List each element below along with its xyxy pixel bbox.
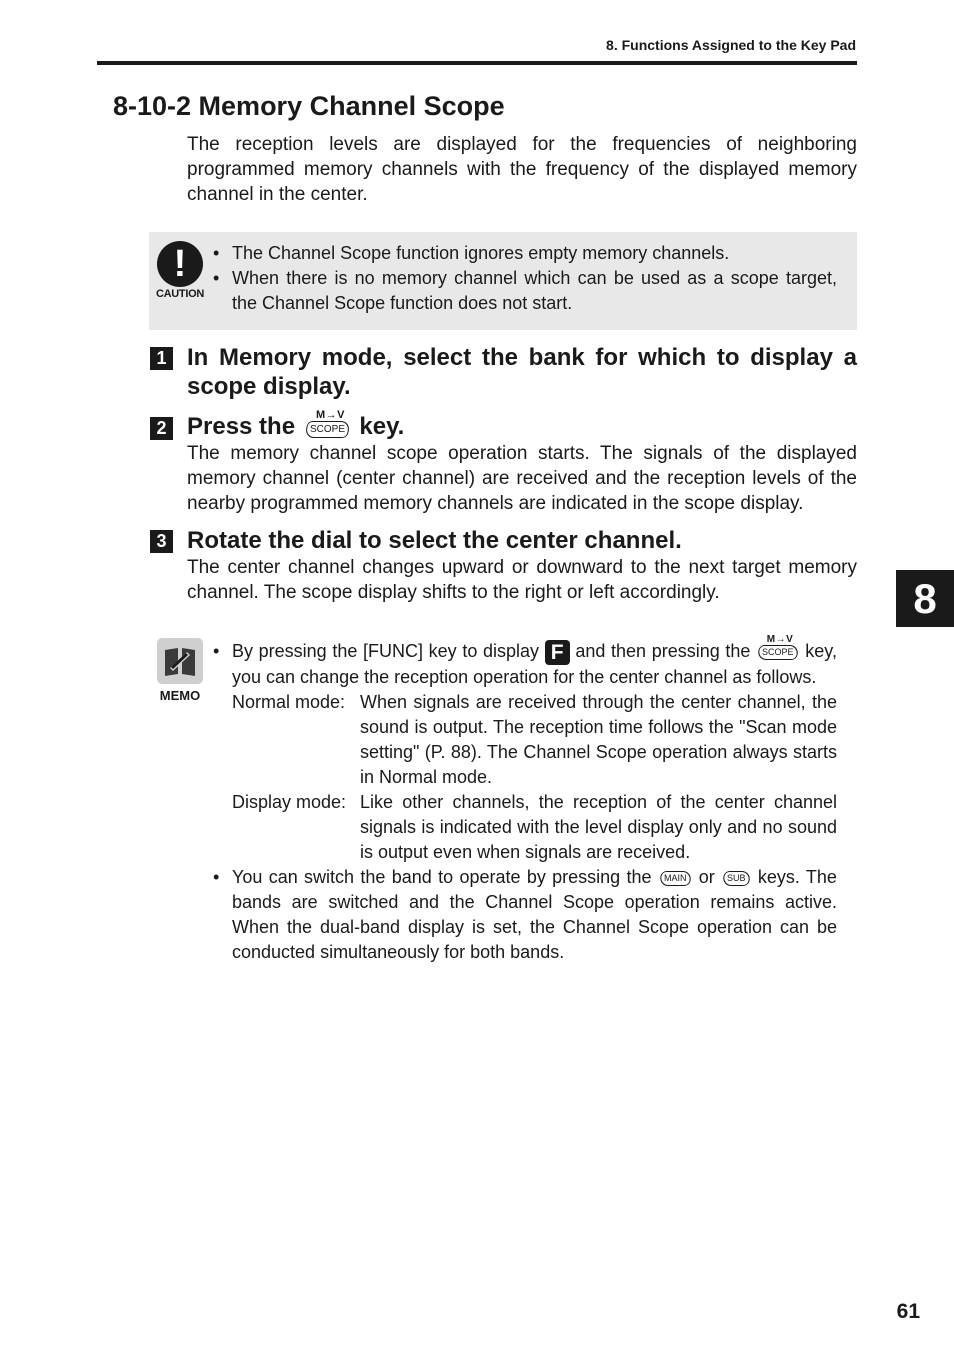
caution-list xyxy=(213,241,837,316)
caution-label: CAUTION xyxy=(155,288,204,300)
f-key-icon: F xyxy=(545,640,570,665)
step-title-1: In Memory mode, select the bank for which to display a scope display. xyxy=(187,344,857,400)
memo-list xyxy=(213,633,837,965)
section-intro: The reception levels are displayed for the frequencies of neighboring programmed memory channels with the frequency of the displayed memory channel in the center. xyxy=(187,134,857,205)
step-body-2: The memory channel scope operation starts. The signals of the displayed memory channel (center channel) are received and the reception levels of the nearby programmed memory channels are indicated in the scope display. xyxy=(187,443,857,514)
step-title-2-before: Press the xyxy=(187,413,296,440)
exclamation-icon: ! xyxy=(157,241,203,287)
mode-row-normal xyxy=(232,690,837,790)
memo-item: • You can switch the band to operate by pressing the MAIN or SUB keys. The bands are switched and the Channel Scope operation remains active. When the dual-band display is set, the Channel Scope operation can be conducted simultaneously for both bands. xyxy=(213,866,837,962)
section-title: 8-10-2 Memory Channel Scope xyxy=(113,91,505,121)
memo-book-icon xyxy=(157,638,203,684)
running-header: 8. Functions Assigned to the Key Pad xyxy=(606,37,856,53)
header-rule xyxy=(97,61,857,65)
page-number: 61 xyxy=(896,1300,920,1323)
step-title-2 xyxy=(187,409,405,441)
memo-label: MEMO xyxy=(159,688,201,703)
chapter-tab: 8 xyxy=(896,570,954,627)
scope-key-icon: M→V SCOPE xyxy=(756,645,799,660)
step-title-3: Rotate the dial to select the center channel. xyxy=(187,527,682,554)
mode-text: When signals are received through the center channel, the sound is output. The reception time follows the "Scan mode setting" (P. 88). The Channel Scope operation always starts in Normal mode. xyxy=(360,691,837,787)
step-number-2: 2 xyxy=(150,417,173,440)
step-title-2-after: key. xyxy=(359,413,405,440)
sub-key-icon: SUB xyxy=(721,871,751,886)
mode-row-display xyxy=(232,790,837,865)
scope-key-icon: M→V SCOPE xyxy=(304,421,351,438)
step-body-3: The center channel changes upward or downward to the next target memory channel. The scope display shifts to the right or left accordingly. xyxy=(187,557,857,603)
mode-text: Like other channels, the reception of the center channel signals is indicated with the level display only and no sound is output even when signals are received. xyxy=(360,791,837,862)
mode-label: Normal mode: xyxy=(232,691,346,712)
mode-label: Display mode: xyxy=(232,791,347,812)
step-number-1: 1 xyxy=(150,347,173,370)
step-number-3: 3 xyxy=(150,530,173,553)
caution-item: • When there is no memory channel which can be used as a scope target, the Channel Scope function does not start. xyxy=(213,266,837,316)
memo-item: • By pressing the [FUNC] key to display F and then pressing the M→V SCOPE key, you can change the reception operation for the center channel as follows. Normal mode: When signals are received through the center channel, the sound is output. The reception time follows the "Scan mode setting" (P. 88). The Channel Scope operation always starts in Normal mode. Display mode: Like other channels, the reception of the center channel signals is indicated with the level display only and no sound is output even when signals are received. xyxy=(213,639,837,865)
caution-item: • The Channel Scope function ignores empty memory channels. xyxy=(213,241,837,266)
main-key-icon: MAIN xyxy=(658,871,692,886)
